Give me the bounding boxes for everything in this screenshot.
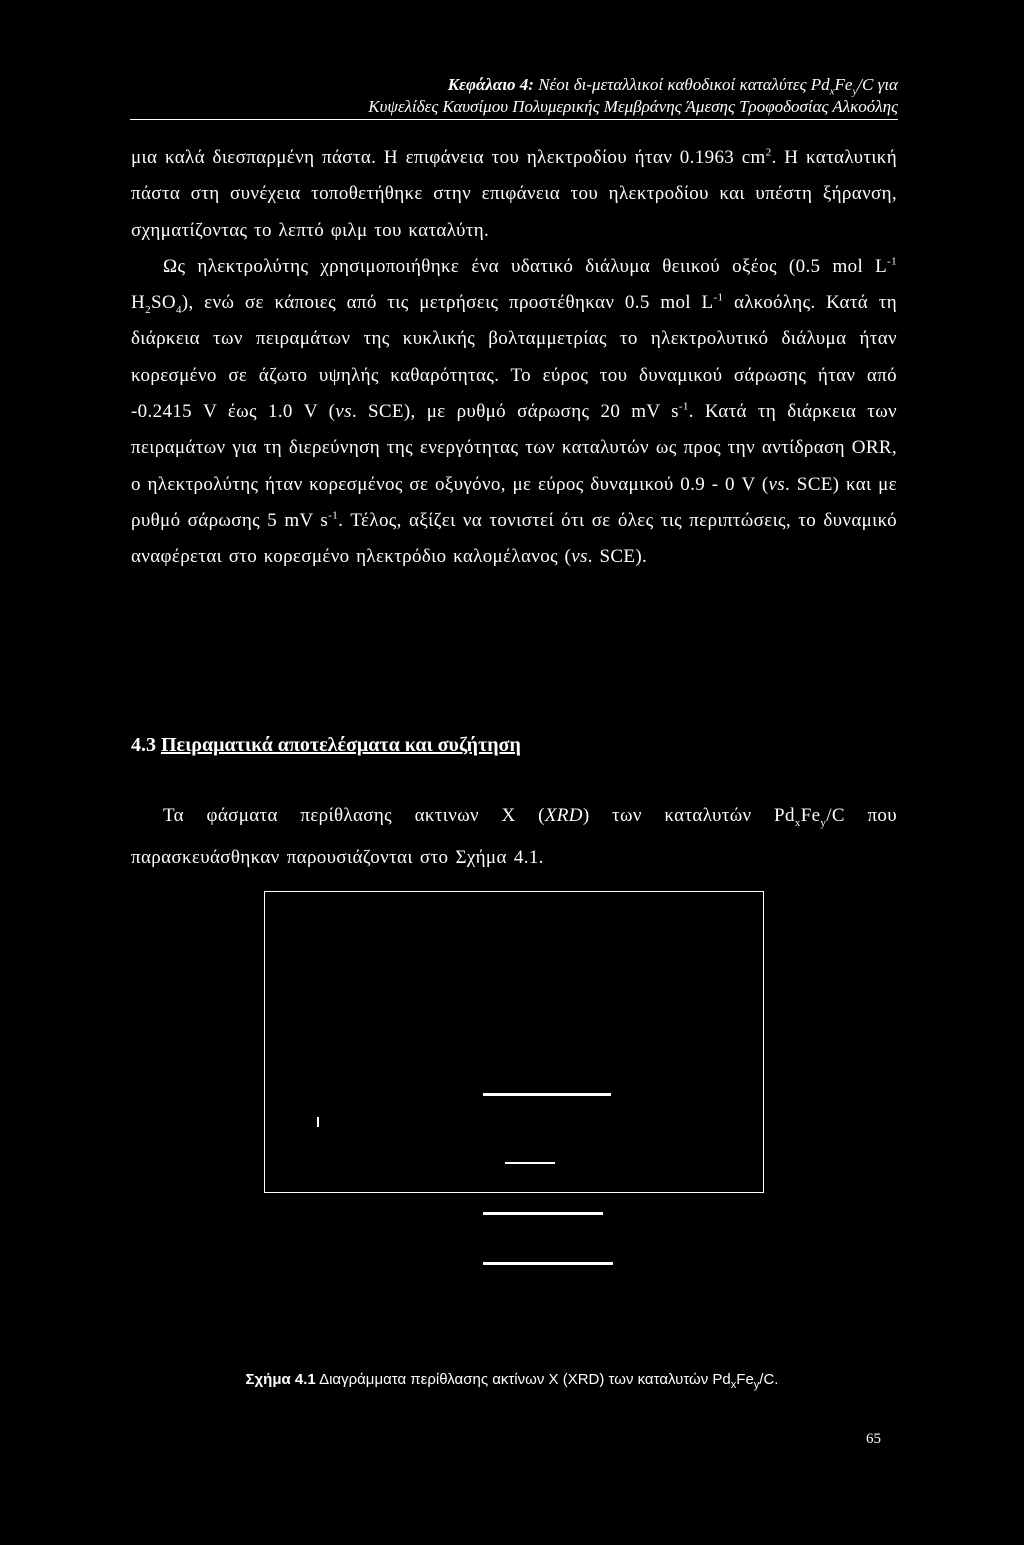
section-heading <box>131 733 521 757</box>
body-text <box>131 140 897 576</box>
running-header-line-2: Κυψελίδες Καυσίμου Πολυμερικής Μεμβράνης Άμεσης Τροφοδοσίας Αλκοόλης <box>368 97 898 116</box>
xrd-trace-1 <box>483 1093 611 1096</box>
chapter-label: Κεφάλαιο 4: <box>447 75 534 94</box>
page-number: 65 <box>866 1431 881 1447</box>
xrd-trace-4 <box>483 1262 613 1265</box>
xrd-trace-2 <box>505 1162 555 1164</box>
figure-label: Σχήμα 4.1 <box>245 1371 316 1388</box>
paragraph-electrolyte: Ως ηλεκτρολύτης χρησιμοποιήθηκε ένα υδατικό διάλυμα θειικού οξέος (0.5 mol $L^{-1}$ $H_2SO_4$), ενώ σε κάποιες από τις μετρήσεις προστέθηκαν 0.5 mol $L^{-1}$ αλκοόλης. Κατά τη διάρκεια των πειραμάτων της κυκλικής βολταμμετρίας το ηλεκτρολυτικό διάλυμα ήταν κορεσμένο σε άζωτο υψηλής καθαρότητας. Το εύρος του δυναμικού σάρωσης ήταν από -0.2415 V έως 1.0 V (vs. SCE), με ρυθμό σάρωσης 20 mV $s^{-1}$. Κατά τη διάρκεια των πειραμάτων για τη διερεύνηση της ενεργότητας των καταλυτών ως προς την αντίδραση ORR, ο ηλεκτρολύτης ήταν κορεσμένος σε οξυγόνο, με εύρος δυναμικού 0.9 - 0 V (vs. SCE) και με ρυθμό σάρωσης 5 mV $s^{-1}$. Τέλος, αξίζει να τονιστεί ότι σε όλες τις περιπτώσεις, το δυναμικό αναφέρεται στο κορεσμένο ηλεκτρόδιο καλομέλανος (vs. SCE). <box>131 255 897 568</box>
xrd-intro-paragraph: Τα φάσματα περίθλασης ακτινων Χ (XRD) των καταλυτών $Pd_xFe_y/C$ που παρασκευάσθηκαν παρουσιάζονται στο Σχήμα 4.1. <box>131 805 898 868</box>
xrd-figure <box>264 891 764 1193</box>
figure-caption: Σχήμα 4.1 Διαγράμματα περίθλασης ακτίνων Χ (XRD) των καταλυτών $Pd_xFe_y/C$. <box>245 1371 779 1391</box>
section-title: Πειραματικά αποτελέσματα και συζήτηση <box>161 734 521 756</box>
paragraph-electrode: μια καλά διεσπαρμένη πάστα. Η επιφάνεια του ηλεκτροδίου ήταν 0.1963 $cm^2$. Η καταλυτική πάστα στη συνέχεια τοποθετήθηκε στην επιφάνεια του ηλεκτροδίου και υπέστη ξήρανση, σχηματίζοντας το λεπτό φιλμ του καταλύτη. <box>131 146 897 241</box>
xrd-trace-mark <box>317 1117 319 1127</box>
running-header-line-1: Κεφάλαιο 4: Νέοι δι-μεταλλικοί καθοδικοί καταλύτες $Pd_xFe_y/C$ για <box>447 75 898 98</box>
running-header <box>130 74 898 120</box>
xrd-trace-3 <box>483 1212 603 1215</box>
section-number: 4.3 <box>131 734 156 756</box>
